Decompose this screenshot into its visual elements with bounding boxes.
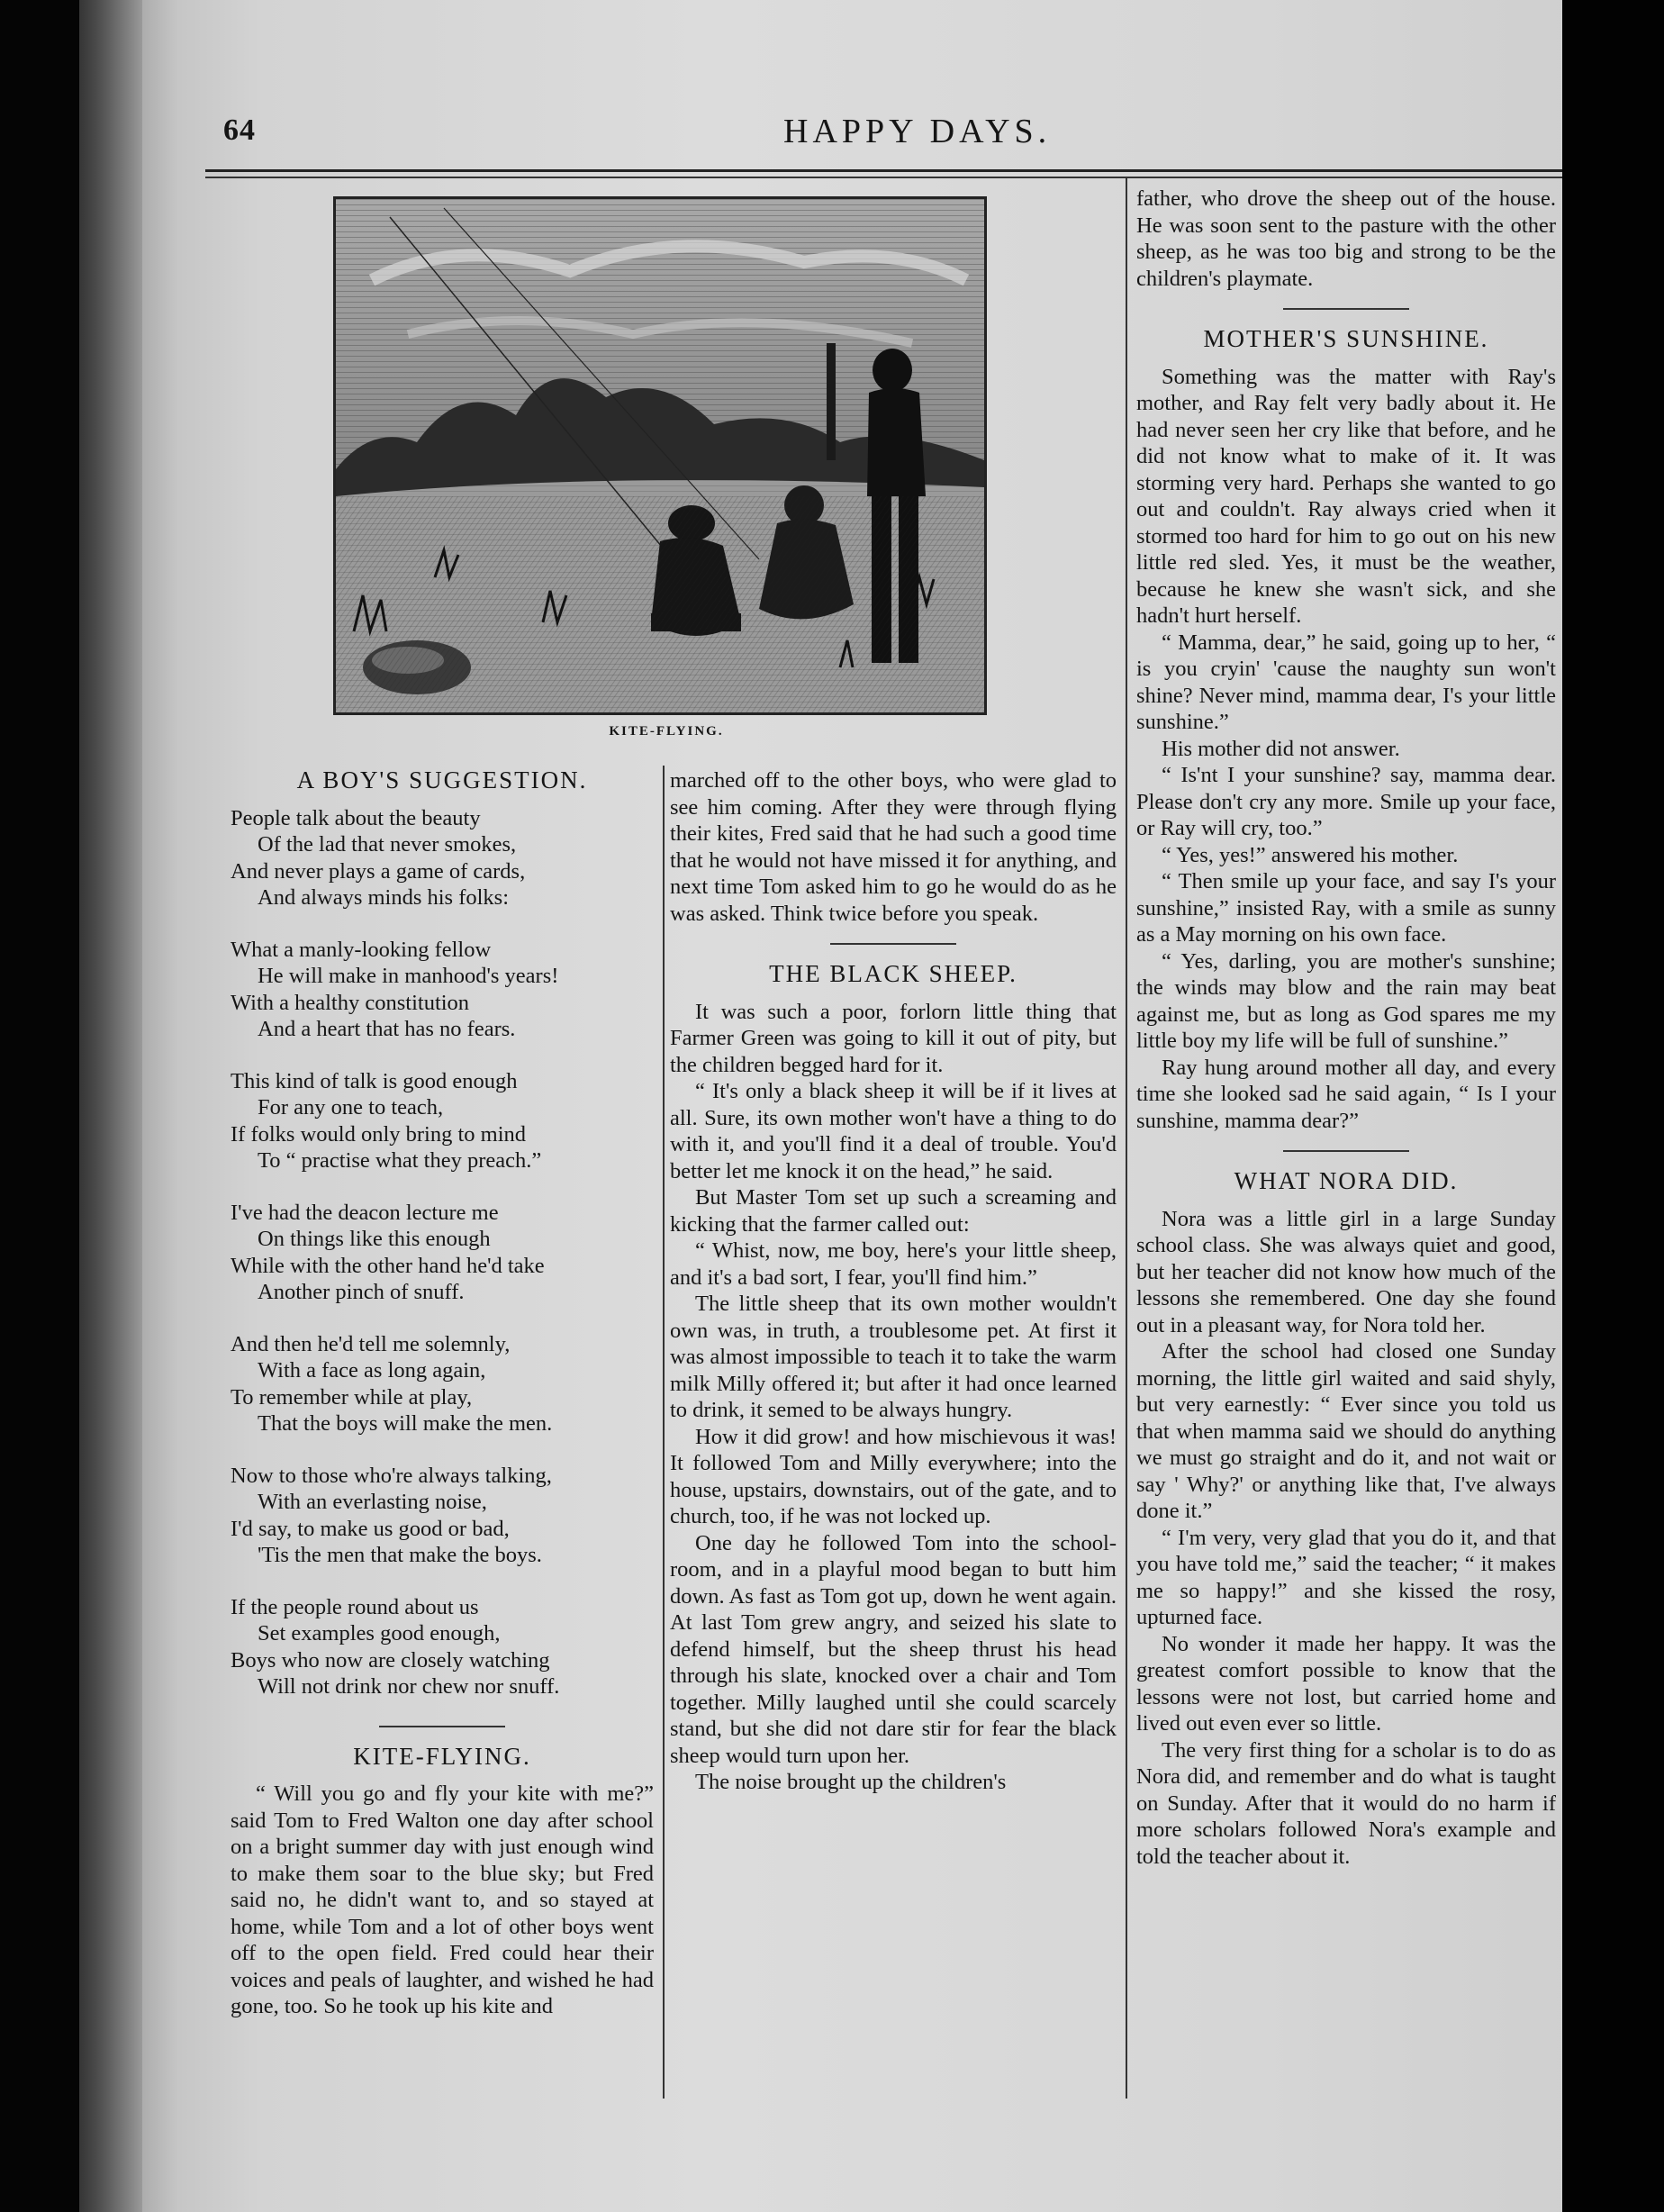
poem-line: People talk about the beauty xyxy=(231,805,481,830)
story-paragraph: Something was the matter with Ray's mother, and Ray felt very badly about it. He had never seen her cry like that before, and he did not know what to make of it. It was storming very hard. Perhaps she wanted to go out and couldn't. Ray always cried when it stormed too hard for him to go out on his new little red sled. Yes, it must be the weather, because he knew she wasn't sick, and she hadn't hurt herself. xyxy=(1136,364,1556,628)
story-paragraph: His mother did not answer. xyxy=(1162,736,1400,761)
poem-stanza xyxy=(231,805,654,911)
poem-line: To remember while at play, xyxy=(231,1384,473,1410)
column-left xyxy=(231,767,654,2020)
what-nora-did-title: WHAT NORA DID. xyxy=(1234,1167,1459,1194)
column-divider-right xyxy=(1126,177,1127,2099)
poem-line: 'Tis the men that make the boys. xyxy=(258,1543,542,1567)
poem-stanza xyxy=(231,937,654,1043)
poem-line: And then he'd tell me solemnly, xyxy=(231,1331,511,1356)
section-divider xyxy=(1283,308,1409,310)
poem-line: If the people round about us xyxy=(231,1594,479,1619)
poem-line: On things like this enough xyxy=(258,1227,491,1251)
poem-line: To “ practise what they preach.” xyxy=(258,1148,542,1173)
story-paragraph: Nora was a little girl in a large Sunday school class. She was always quiet and good, but her teacher did not know how much of the lessons she remembered. One day she found out in a pleasant way, for Nora told her. xyxy=(1136,1206,1556,1337)
story-paragraph: After the school had closed one Sunday morning, the little girl waited and said shyly, but very earnestly: “ Ever since you told us that when mamma said we should do anything we must go straight and do it, and not wait or say ' Why?' or anything like that, I've always done it.” xyxy=(1136,1339,1556,1523)
story-title: KITE-FLYING. xyxy=(353,1742,531,1770)
binding-shadow xyxy=(79,0,142,2212)
poem-line: While with the other hand he'd take xyxy=(231,1253,545,1278)
illustration-caption: KITE-FLYING. xyxy=(609,724,724,739)
poem-line: If folks would only bring to mind xyxy=(231,1121,527,1147)
kite-flying-illustration xyxy=(333,196,987,715)
poem-line: What a manly-looking fellow xyxy=(231,937,492,962)
kite-flying-engraving-icon xyxy=(336,199,984,712)
story-paragraph: “ Yes, darling, you are mother's sunshine; the winds may blow and the rain may beat against me, but as long as God spares me my little boy my life will be full of sunshine.” xyxy=(1136,948,1556,1053)
page-header xyxy=(126,99,1531,153)
poem-line: Set examples good enough, xyxy=(258,1621,501,1645)
poem-stanza xyxy=(231,1331,654,1437)
poem-line: With a healthy constitution xyxy=(231,990,470,1015)
poem-line: For any one to teach, xyxy=(258,1095,444,1120)
poem-line: That the boys will make the men. xyxy=(258,1411,553,1436)
story-paragraph: “ Mamma, dear,” he said, going up to her, “ is you cryin' 'cause the naughty sun won't shine? Never mind, mamma dear, I's your little sunshine.” xyxy=(1136,630,1556,734)
poem-line: Boys who now are closely watching xyxy=(231,1647,550,1673)
poem-title: A BOY'S SUGGESTION. xyxy=(296,766,588,793)
poem-stanza xyxy=(231,1068,654,1174)
section-divider xyxy=(379,1726,505,1727)
header-rule xyxy=(205,169,1565,172)
story-paragraph: The little sheep that its own mother wouldn't own was, in truth, a troublesome pet. At first it was almost impossible to teach it to take the warm milk Milly offered it; but after it had once learned to drink, it semed to be always hungry. xyxy=(670,1292,1117,1422)
black-sheep-story xyxy=(670,999,1117,1796)
poem-line: I've had the deacon lecture me xyxy=(231,1200,499,1225)
story-paragraph: “ Will you go and fly your kite with me?” said Tom to Fred Walton one day after school on a bright summer day with just enough wind to make them soar to the blue sky; but Fred said no, he didn't want to, and so stayed at home, while Tom and a lot of other boys went off to the open field. Fred could hear their voices and peals of laughter, and wished he had gone, too. So he took up his kite and xyxy=(231,1781,654,2018)
poem-line: And always minds his folks: xyxy=(258,885,510,910)
what-nora-did-story xyxy=(1136,1206,1556,1871)
story-paragraph: No wonder it made her happy. It was the greatest comfort possible to know that the lessons were not lost, but carried home and lived out even ever so little. xyxy=(1136,1631,1556,1736)
story-paragraph: The very first thing for a scholar is to do as Nora did, and remember and do what is taught on Sunday. After that it would do no harm if more scholars followed Nora's example and told the teacher about it. xyxy=(1136,1737,1556,1869)
mothers-sunshine-title: MOTHER'S SUNSHINE. xyxy=(1203,325,1489,352)
story-paragraph: “ Is'nt I your sunshine? say, mamma dear. Please don't cry any more. Smile up your face, or Ray will cry, too.” xyxy=(1136,763,1556,840)
story-paragraph: Ray hung around mother all day, and every time she looked sad he said again, “ Is I your sunshine, mamma dear?” xyxy=(1136,1055,1556,1133)
story-paragraph: But Master Tom set up such a screaming and kicking that the farmer called out: xyxy=(670,1185,1117,1237)
column-divider-left xyxy=(663,766,665,2099)
poem-line: I'd say, to make us good or bad, xyxy=(231,1516,510,1541)
poem-line: Will not drink nor chew nor snuff. xyxy=(258,1674,560,1699)
poem-line: Now to those who're always talking, xyxy=(231,1463,552,1488)
column-middle xyxy=(670,767,1117,1796)
story-paragraph: “ Whist, now, me boy, here's your little sheep, and it's a bad sort, I fear, you'll find him.” xyxy=(670,1238,1117,1290)
story-paragraph: “ Then smile up your face, and say I's your sunshine,” insisted Ray, with a smile as sunny as a May morning on his own face. xyxy=(1136,869,1556,947)
poem-stanzas xyxy=(231,805,654,1700)
poem-line: And never plays a game of cards, xyxy=(231,858,526,884)
header-rule-thin xyxy=(205,177,1565,178)
poem-stanza xyxy=(231,1594,654,1700)
black-sheep-title: THE BLACK SHEEP. xyxy=(769,960,1017,987)
story-paragraph: “ It's only a black sheep it will be if it lives at all. Sure, its own mother won't have a thing to do with it, and you'll find it a deal of trouble. You'd better let me knock it on the head,” he said. xyxy=(670,1079,1117,1183)
column-right xyxy=(1136,186,1556,2095)
poem-line: Of the lad that never smokes, xyxy=(258,832,517,857)
poem-line: This kind of talk is good enough xyxy=(231,1068,518,1093)
continued-paragraph: marched off to the other boys, who were glad to see him coming. After they were through flying their kites, Fred said that he had such a good time that he would not have missed it for anything, and next time Tom asked him to go he would do as he was asked. Think twice before you speak. xyxy=(670,768,1117,926)
section-divider xyxy=(830,943,956,945)
scan-edge xyxy=(1562,0,1664,2212)
poem-line: With a face as long again, xyxy=(258,1358,486,1382)
story-paragraph: One day he followed Tom into the school-room, and in a playful mood began to butt him down. As fast as Tom got up, down he went again. At last Tom grew angry, and seized his slate to defend himself, but the sheep thrust his head through his slate, knocked over a chair and Tom together. Milly laughed until she could scarcely stand, but she did not dare stir for fear the black sheep would turn upon her. xyxy=(670,1530,1117,1768)
page-title: HAPPY DAYS. xyxy=(783,113,1052,150)
story-paragraph: How it did grow! and how mischievous it was! It followed Tom and Milly everywhere; into the house, upstairs, downstairs, out of the gate, and to church, too, if he was not locked up. xyxy=(670,1424,1117,1528)
page-number: 64 xyxy=(223,113,256,147)
poem-line: He will make in manhood's years! xyxy=(258,964,559,988)
story-paragraph: The noise brought up the children's xyxy=(695,1770,1007,1794)
story-paragraph: “ I'm very, very glad that you do it, and that you have told me,” said the teacher; “ it makes me so happy!” and she kissed the rosy, upturned face. xyxy=(1136,1525,1556,1629)
mothers-sunshine-story xyxy=(1136,364,1556,1135)
poem-line: With an everlasting noise, xyxy=(258,1490,487,1514)
poem-line: And a heart that has no fears. xyxy=(258,1017,516,1041)
poem-stanza xyxy=(231,1463,654,1569)
story-paragraph: It was such a poor, forlorn little thing that Farmer Green was going to kill it out of pity, but the children begged hard for it. xyxy=(670,999,1117,1077)
poem-stanza xyxy=(231,1200,654,1306)
continued-paragraph: father, who drove the sheep out of the house. He was soon sent to the pasture with the other sheep, as he was too big and strong to be the children's playmate. xyxy=(1136,186,1556,291)
story-paragraph: “ Yes, yes!” answered his mother. xyxy=(1162,842,1459,867)
section-divider xyxy=(1283,1150,1409,1152)
poem-line: Another pinch of snuff. xyxy=(258,1280,465,1304)
